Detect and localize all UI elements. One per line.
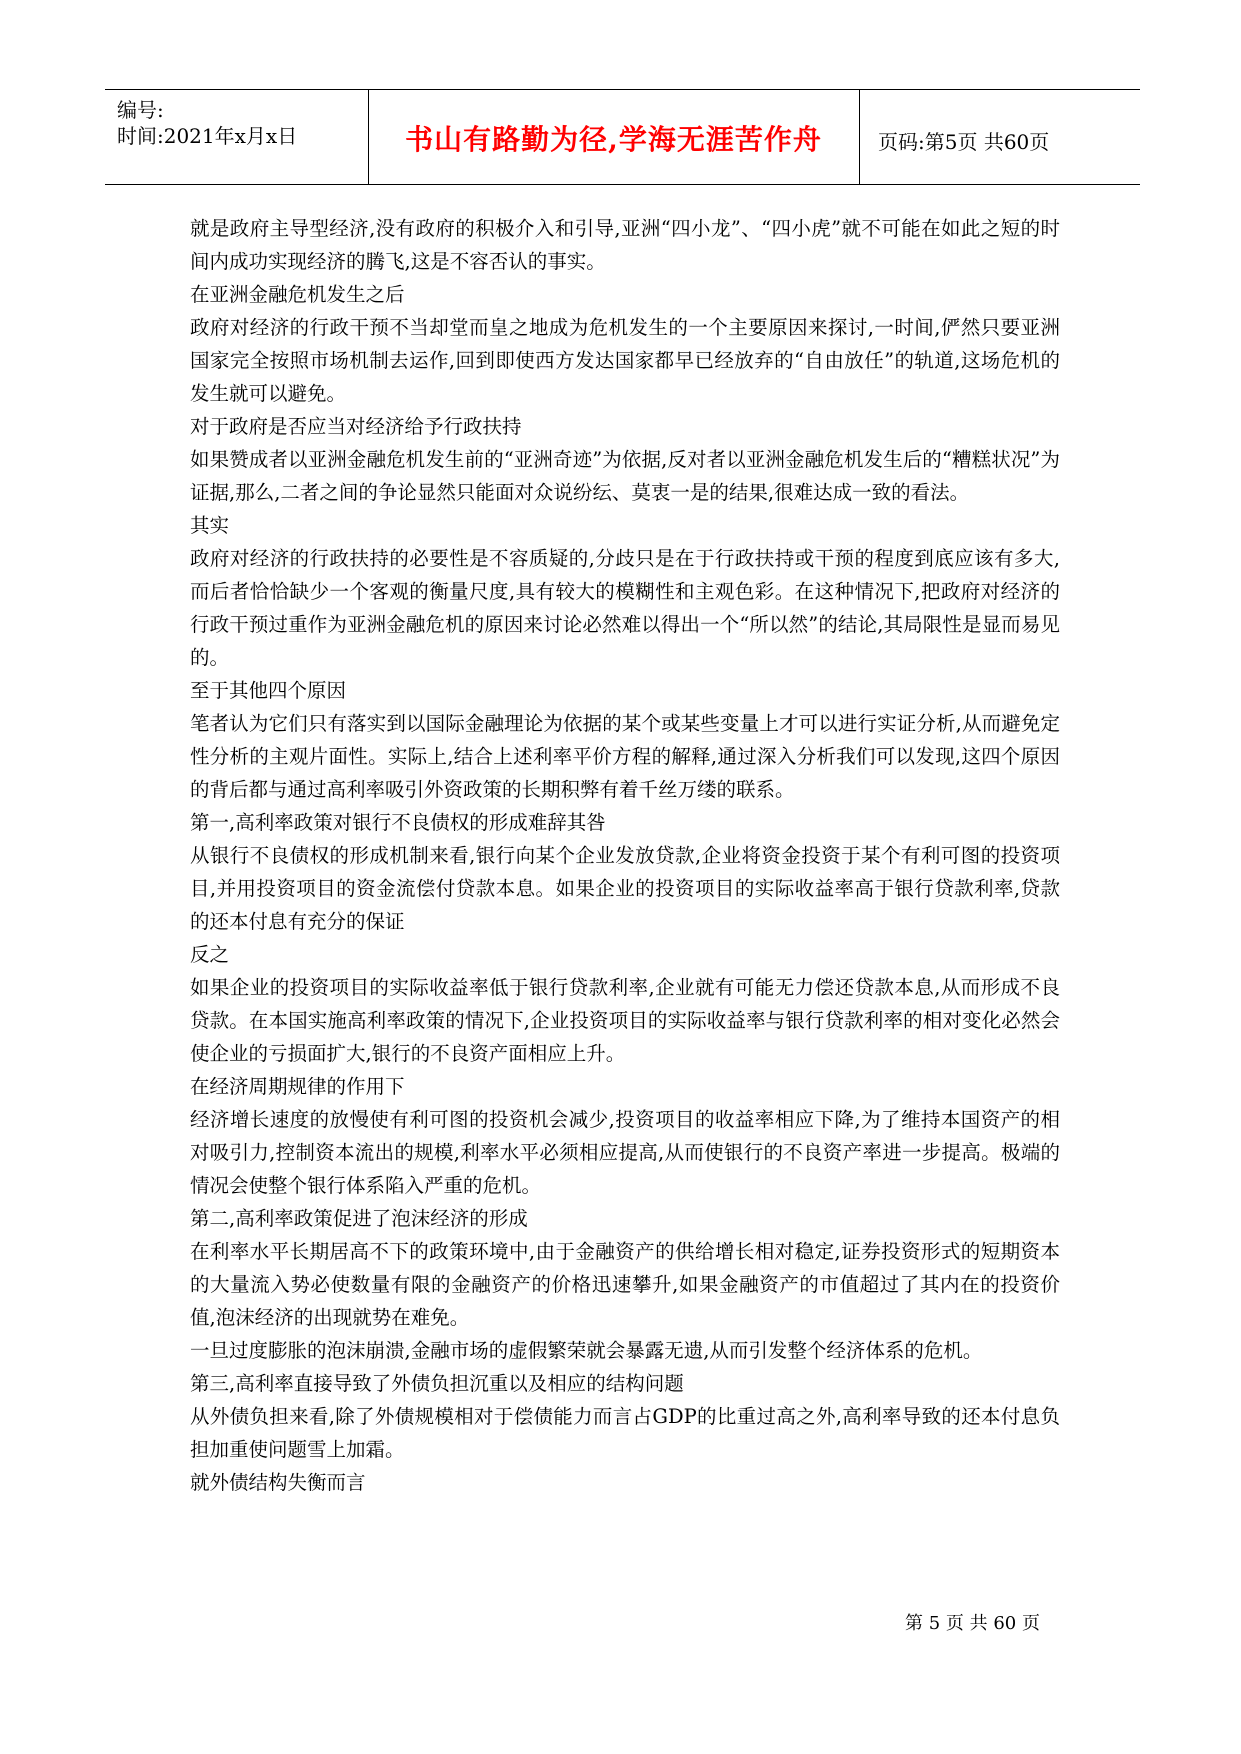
paragraph: 第三,高利率直接导致了外债负担沉重以及相应的结构问题 [190, 1372, 684, 1395]
paragraph: 第一,高利率政策对银行不良债权的形成难辞其咎 [190, 811, 606, 834]
paragraph: 政府对经济的行政扶持的必要性是不容质疑的,分歧只是在于行政扶持或干预的程度到底应该有多大,而后者恰恰缺少一个客观的衡量尺度,具有较大的模糊性和主观色彩。在这种情况下,把政府对经济的行政干预过重作为亚洲金融危机的原因来讨论必然难以得出一个“所以然”的结论,其局限性是显而易见的。 [190, 547, 1060, 669]
motto-text: 书山有路勤为径,学海无涯苦作舟 [405, 123, 822, 156]
paragraph: 在利率水平长期居高不下的政策环境中,由于金融资产的供给增长相对稳定,证券投资形式的短期资本的大量流入势必使数量有限的金融资产的价格迅速攀升,如果金融资产的市值超过了其内在的投资价值,泡沫经济的出现就势在难免。 [190, 1240, 1060, 1329]
paragraph: 就外债结构失衡而言 [190, 1471, 366, 1494]
document-header [105, 89, 1140, 185]
header-meta-cell [105, 90, 369, 184]
header-motto-cell [368, 90, 860, 184]
paragraph: 笔者认为它们只有落实到以国际金融理论为依据的某个或某些变量上才可以进行实证分析,从而避免定性分析的主观片面性。实际上,结合上述利率平价方程的解释,通过深入分析我们可以发现,这四个原因的背后都与通过高利率吸引外资政策的长期积弊有着千丝万缕的联系。 [190, 712, 1060, 801]
page-footer: 第 5 页 共 60 页 [905, 1613, 1040, 1634]
paragraph: 如果企业的投资项目的实际收益率低于银行贷款利率,企业就有可能无力偿还贷款本息,从而形成不良贷款。在本国实施高利率政策的情况下,企业投资项目的实际收益率与银行贷款利率的相对变化必然会使企业的亏损面扩大,银行的不良资产面相应上升。 [190, 976, 1060, 1065]
document-body [190, 212, 1060, 1499]
paragraph: 其实 [190, 514, 230, 537]
page-info: 页码:第5页 共60页 [878, 130, 1050, 154]
paragraph: 第二,高利率政策促进了泡沫经济的形成 [190, 1207, 528, 1230]
paragraph: 从银行不良债权的形成机制来看,银行向某个企业发放贷款,企业将资金投资于某个有利可图的投资项目,并用投资项目的资金流偿付贷款本息。如果企业的投资项目的实际收益率高于银行贷款利率,贷款的还本付息有充分的保证 [190, 844, 1060, 933]
paragraph: 经济增长速度的放慢使有利可图的投资机会减少,投资项目的收益率相应下降,为了维持本国资产的相对吸引力,控制资本流出的规模,利率水平必须相应提高,从而使银行的不良资产率进一步提高。极端的情况会使整个银行体系陷入严重的危机。 [190, 1108, 1060, 1197]
paragraph: 从外债负担来看,除了外债规模相对于偿债能力而言占GDP的比重过高之外,高利率导致的还本付息负担加重使问题雪上加霜。 [190, 1405, 1060, 1461]
paragraph: 如果赞成者以亚洲金融危机发生前的“亚洲奇迹”为依据,反对者以亚洲金融危机发生后的“糟糕状况”为证据,那么,二者之间的争论显然只能面对众说纷纭、莫衷一是的结果,很难达成一致的看法。 [190, 448, 1060, 504]
header-page-cell [860, 90, 1140, 184]
paragraph: 就是政府主导型经济,没有政府的积极介入和引导,亚洲“四小龙”、“四小虎”就不可能在如此之短的时间内成功实现经济的腾飞,这是不容否认的事实。 [190, 217, 1060, 273]
paragraph: 在亚洲金融危机发生之后 [190, 283, 405, 306]
time-label: 时间:2021年x月x日 [117, 124, 298, 148]
number-label: 编号: [117, 98, 164, 122]
paragraph: 政府对经济的行政干预不当却堂而皇之地成为危机发生的一个主要原因来探讨,一时间,俨然只要亚洲国家完全按照市场机制去运作,回到即使西方发达国家都早已经放弃的“自由放任”的轨道,这场危机的发生就可以避免。 [190, 316, 1060, 405]
paragraph: 一旦过度膨胀的泡沫崩溃,金融市场的虚假繁荣就会暴露无遗,从而引发整个经济体系的危机。 [190, 1339, 983, 1362]
paragraph: 在经济周期规律的作用下 [190, 1075, 405, 1098]
paragraph: 反之 [190, 943, 230, 966]
paragraph: 至于其他四个原因 [190, 679, 347, 702]
paragraph: 对于政府是否应当对经济给予行政扶持 [190, 415, 522, 438]
